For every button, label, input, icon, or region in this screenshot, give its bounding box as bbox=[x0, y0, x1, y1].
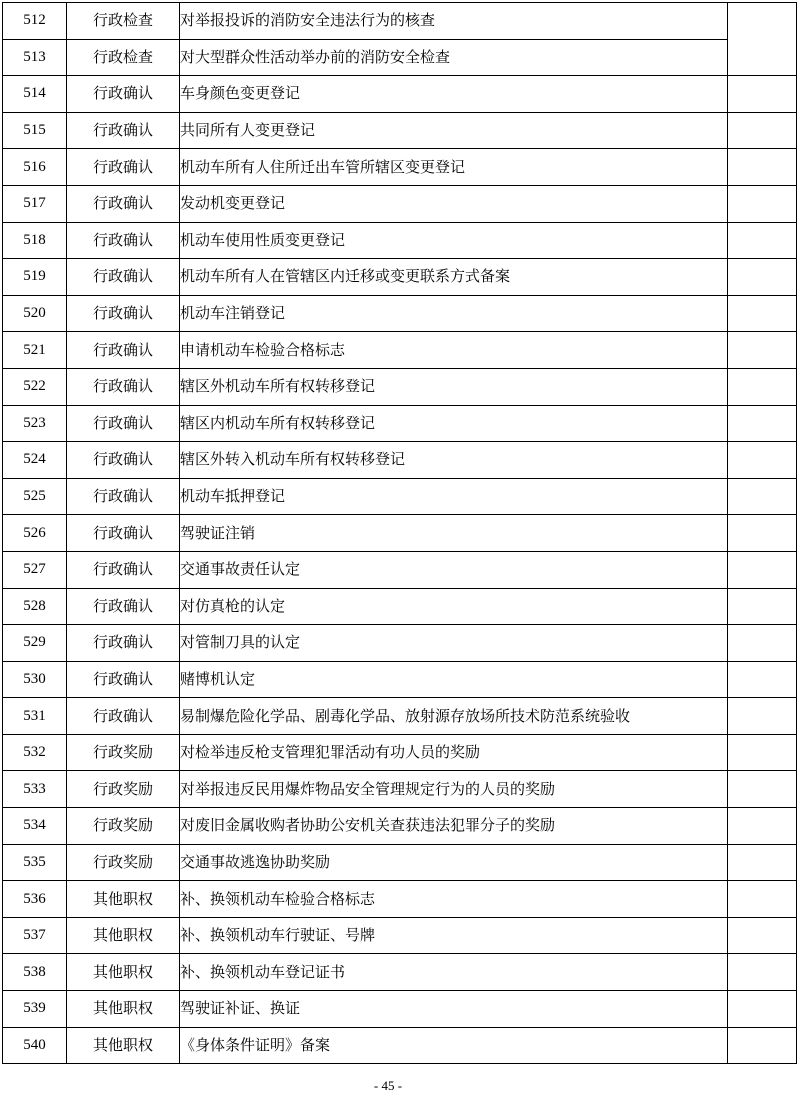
row-extra-cell bbox=[728, 1027, 797, 1064]
row-item-name: 机动车所有人住所迁出车管所辖区变更登记 bbox=[180, 149, 728, 186]
row-extra-cell bbox=[728, 149, 797, 186]
row-number: 519 bbox=[3, 259, 67, 296]
row-category: 其他职权 bbox=[67, 917, 180, 954]
table-row bbox=[3, 881, 797, 918]
row-category: 行政检查 bbox=[67, 39, 180, 76]
row-extra-cell bbox=[728, 295, 797, 332]
row-category: 行政确认 bbox=[67, 588, 180, 625]
table-row bbox=[3, 917, 797, 954]
table-row bbox=[3, 76, 797, 113]
row-number: 517 bbox=[3, 185, 67, 222]
row-category: 行政奖励 bbox=[67, 844, 180, 881]
row-extra-cell bbox=[728, 332, 797, 369]
table-row bbox=[3, 222, 797, 259]
row-number: 534 bbox=[3, 808, 67, 845]
row-extra-cell bbox=[728, 368, 797, 405]
table-row bbox=[3, 625, 797, 662]
table-row bbox=[3, 844, 797, 881]
row-extra-cell bbox=[728, 991, 797, 1028]
row-category: 行政确认 bbox=[67, 149, 180, 186]
row-extra-cell bbox=[728, 112, 797, 149]
row-item-name: 补、换领机动车登记证书 bbox=[180, 954, 728, 991]
row-number: 528 bbox=[3, 588, 67, 625]
row-number: 530 bbox=[3, 661, 67, 698]
row-item-name: 车身颜色变更登记 bbox=[180, 76, 728, 113]
row-extra-cell bbox=[728, 881, 797, 918]
row-number: 535 bbox=[3, 844, 67, 881]
row-item-name: 对大型群众性活动举办前的消防安全检查 bbox=[180, 39, 728, 76]
row-extra-cell bbox=[728, 515, 797, 552]
row-number: 521 bbox=[3, 332, 67, 369]
row-number: 513 bbox=[3, 39, 67, 76]
table-row bbox=[3, 405, 797, 442]
table-row bbox=[3, 551, 797, 588]
table-row bbox=[3, 698, 797, 735]
row-item-name: 易制爆危险化学品、剧毒化学品、放射源存放场所技术防范系统验收 bbox=[180, 698, 728, 735]
row-category: 其他职权 bbox=[67, 991, 180, 1028]
row-item-name: 辖区内机动车所有权转移登记 bbox=[180, 405, 728, 442]
row-item-name: 驾驶证注销 bbox=[180, 515, 728, 552]
row-extra-cell bbox=[728, 442, 797, 479]
row-extra-cell bbox=[728, 917, 797, 954]
row-item-name: 交通事故责任认定 bbox=[180, 551, 728, 588]
table-row bbox=[3, 442, 797, 479]
row-category: 行政确认 bbox=[67, 442, 180, 479]
row-number: 531 bbox=[3, 698, 67, 735]
row-category: 行政确认 bbox=[67, 515, 180, 552]
table-row bbox=[3, 149, 797, 186]
row-number: 520 bbox=[3, 295, 67, 332]
row-item-name: 辖区外机动车所有权转移登记 bbox=[180, 368, 728, 405]
row-number: 537 bbox=[3, 917, 67, 954]
row-item-name: 对仿真枪的认定 bbox=[180, 588, 728, 625]
row-number: 512 bbox=[3, 3, 67, 40]
row-extra-cell bbox=[728, 661, 797, 698]
row-number: 516 bbox=[3, 149, 67, 186]
row-category: 行政确认 bbox=[67, 478, 180, 515]
table-row bbox=[3, 39, 797, 76]
row-item-name: 补、换领机动车检验合格标志 bbox=[180, 881, 728, 918]
row-category: 其他职权 bbox=[67, 1027, 180, 1064]
table-row bbox=[3, 112, 797, 149]
table-row bbox=[3, 588, 797, 625]
row-item-name: 驾驶证补证、换证 bbox=[180, 991, 728, 1028]
table-row bbox=[3, 332, 797, 369]
row-category: 行政确认 bbox=[67, 661, 180, 698]
row-category: 行政奖励 bbox=[67, 734, 180, 771]
table-row bbox=[3, 1027, 797, 1064]
row-category: 行政确认 bbox=[67, 368, 180, 405]
row-category: 行政检查 bbox=[67, 3, 180, 40]
row-category: 行政确认 bbox=[67, 185, 180, 222]
table-row bbox=[3, 954, 797, 991]
table-row bbox=[3, 259, 797, 296]
row-category: 行政确认 bbox=[67, 625, 180, 662]
row-item-name: 机动车使用性质变更登记 bbox=[180, 222, 728, 259]
row-item-name: 申请机动车检验合格标志 bbox=[180, 332, 728, 369]
row-item-name: 机动车抵押登记 bbox=[180, 478, 728, 515]
row-extra-cell bbox=[728, 734, 797, 771]
row-number: 522 bbox=[3, 368, 67, 405]
row-category: 行政确认 bbox=[67, 405, 180, 442]
page-number: - 45 - bbox=[373, 1078, 403, 1093]
row-item-name: 补、换领机动车行驶证、号牌 bbox=[180, 917, 728, 954]
row-item-name: 对举报违反民用爆炸物品安全管理规定行为的人员的奖励 bbox=[180, 771, 728, 808]
table-body bbox=[3, 3, 797, 1064]
row-category: 行政确认 bbox=[67, 112, 180, 149]
row-category: 其他职权 bbox=[67, 954, 180, 991]
row-category: 其他职权 bbox=[67, 881, 180, 918]
row-item-name: 《身体条件证明》备案 bbox=[180, 1027, 728, 1064]
row-number: 532 bbox=[3, 734, 67, 771]
row-number: 526 bbox=[3, 515, 67, 552]
row-extra-cell bbox=[728, 808, 797, 845]
row-category: 行政确认 bbox=[67, 222, 180, 259]
row-number: 539 bbox=[3, 991, 67, 1028]
row-extra-cell bbox=[728, 222, 797, 259]
row-category: 行政奖励 bbox=[67, 771, 180, 808]
row-item-name: 对废旧金属收购者协助公安机关查获违法犯罪分子的奖励 bbox=[180, 808, 728, 845]
table-row bbox=[3, 991, 797, 1028]
row-category: 行政确认 bbox=[67, 551, 180, 588]
table-row bbox=[3, 185, 797, 222]
row-number: 540 bbox=[3, 1027, 67, 1064]
row-extra-cell bbox=[728, 405, 797, 442]
row-extra-cell bbox=[728, 3, 797, 76]
row-number: 538 bbox=[3, 954, 67, 991]
row-item-name: 机动车所有人在管辖区内迁移或变更联系方式备案 bbox=[180, 259, 728, 296]
row-item-name: 机动车注销登记 bbox=[180, 295, 728, 332]
table-row bbox=[3, 661, 797, 698]
row-item-name: 发动机变更登记 bbox=[180, 185, 728, 222]
table-row bbox=[3, 808, 797, 845]
row-extra-cell bbox=[728, 771, 797, 808]
row-extra-cell bbox=[728, 76, 797, 113]
items-table bbox=[2, 2, 797, 1064]
row-extra-cell bbox=[728, 844, 797, 881]
row-category: 行政确认 bbox=[67, 259, 180, 296]
row-item-name: 对管制刀具的认定 bbox=[180, 625, 728, 662]
row-category: 行政确认 bbox=[67, 332, 180, 369]
row-item-name: 辖区外转入机动车所有权转移登记 bbox=[180, 442, 728, 479]
row-extra-cell bbox=[728, 698, 797, 735]
row-number: 514 bbox=[3, 76, 67, 113]
table-row bbox=[3, 771, 797, 808]
row-number: 515 bbox=[3, 112, 67, 149]
row-number: 523 bbox=[3, 405, 67, 442]
row-extra-cell bbox=[728, 259, 797, 296]
table-row bbox=[3, 295, 797, 332]
row-item-name: 交通事故逃逸协助奖励 bbox=[180, 844, 728, 881]
row-extra-cell bbox=[728, 588, 797, 625]
row-category: 行政确认 bbox=[67, 295, 180, 332]
row-item-name: 对检举违反枪支管理犯罪活动有功人员的奖励 bbox=[180, 734, 728, 771]
table-row bbox=[3, 515, 797, 552]
row-extra-cell bbox=[728, 478, 797, 515]
row-number: 529 bbox=[3, 625, 67, 662]
row-item-name: 对举报投诉的消防安全违法行为的核查 bbox=[180, 3, 728, 40]
row-category: 行政奖励 bbox=[67, 808, 180, 845]
table-row bbox=[3, 478, 797, 515]
row-extra-cell bbox=[728, 625, 797, 662]
row-category: 行政确认 bbox=[67, 76, 180, 113]
table-row bbox=[3, 734, 797, 771]
row-item-name: 共同所有人变更登记 bbox=[180, 112, 728, 149]
row-extra-cell bbox=[728, 954, 797, 991]
row-number: 527 bbox=[3, 551, 67, 588]
row-number: 524 bbox=[3, 442, 67, 479]
row-extra-cell bbox=[728, 185, 797, 222]
row-number: 525 bbox=[3, 478, 67, 515]
row-number: 533 bbox=[3, 771, 67, 808]
table-row bbox=[3, 3, 797, 40]
row-number: 518 bbox=[3, 222, 67, 259]
table-row bbox=[3, 368, 797, 405]
row-extra-cell bbox=[728, 551, 797, 588]
row-category: 行政确认 bbox=[67, 698, 180, 735]
row-item-name: 赌博机认定 bbox=[180, 661, 728, 698]
row-number: 536 bbox=[3, 881, 67, 918]
